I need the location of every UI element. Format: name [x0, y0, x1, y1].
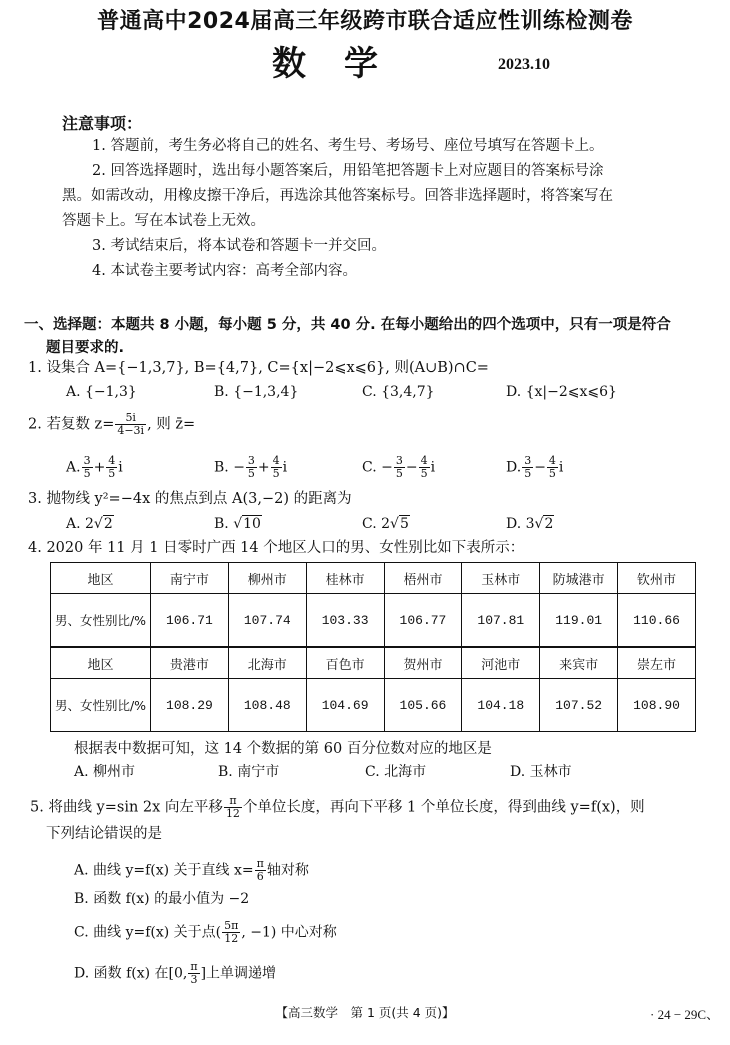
- option-text: A. 曲线 y=f(x) 关于直线 x=: [74, 862, 254, 879]
- table-cell: 105.66: [384, 679, 462, 732]
- question-5-option-a: [74, 858, 309, 883]
- table-cell: 北海市: [228, 647, 306, 679]
- question-4-option-d: D. 玉林市: [510, 764, 572, 780]
- subject-title: 数学: [272, 44, 416, 84]
- table-cell: 103.33: [306, 594, 384, 648]
- option-label: C. 2: [362, 516, 391, 532]
- question-2-option-c-label: C. −: [362, 459, 393, 476]
- table-cell: 河池市: [462, 647, 540, 679]
- question-2-option-b-label: B. −: [214, 459, 245, 476]
- question-1-option-d: D. {x|−2⩽x⩽6}: [506, 384, 617, 400]
- question-1-option-b: B. {−1,3,4}: [214, 384, 299, 400]
- question-2-fraction: [115, 412, 146, 437]
- paper-code: · 24 − 29C、: [650, 1007, 720, 1022]
- question-2-fraction-denominator: 4−3i: [117, 424, 145, 437]
- table-cell: 来宾市: [540, 647, 618, 679]
- notice-item-2-end: 答题卡上。写在本试卷上无效。: [62, 213, 265, 229]
- sign: +: [93, 459, 106, 476]
- notice-item-2-cont: 黑。如需改动，用橡皮擦干净后，再选涂其他答案标号。回答非选择题时，将答案写在: [62, 188, 613, 204]
- numerator: π: [256, 857, 264, 870]
- radical-sign: √: [534, 516, 544, 532]
- radical-sign: √: [390, 516, 399, 532]
- exam-title: 普通高中2024届高三年级跨市联合适应性训练检测卷: [97, 9, 633, 34]
- table-row: [51, 679, 696, 732]
- numerator: 4: [272, 454, 280, 467]
- radicand: 2: [103, 516, 113, 532]
- radical-sign: √: [233, 516, 243, 532]
- question-4-option-b: B. 南宁市: [218, 764, 280, 780]
- question-1-option-a: A. {−1,3}: [66, 384, 137, 400]
- notice-item-1: 1. 答题前，考生务必将自己的姓名、考生号、考场号、座位号填写在答题卡上。: [92, 138, 604, 154]
- question-1-stem: 1. 设集合 A={−1,3,7}, B={4,7}, C={x|−2⩽x⩽6}, 则(A∪B)∩C=: [28, 360, 489, 376]
- option-text: 轴对称: [266, 862, 309, 879]
- numerator: 3: [524, 454, 532, 467]
- table-cell: 108.48: [228, 679, 306, 732]
- table-cell: 107.52: [540, 679, 618, 732]
- question-5-option-d: [74, 961, 276, 986]
- question-2-option-b: [214, 455, 287, 480]
- question-2-option-d-label: D.: [506, 459, 522, 476]
- numerator: 4: [108, 454, 116, 467]
- table-cell: 钦州市: [618, 563, 696, 594]
- sign: +: [257, 459, 270, 476]
- stem-text: 个单位长度，再向下平移 1 个单位长度，得到曲线 y=f(x)，则: [242, 799, 645, 816]
- radical-sign: √: [93, 516, 103, 532]
- imaginary-unit: i: [430, 459, 436, 476]
- table-cell: 梧州市: [384, 563, 462, 594]
- denominator: 12: [224, 932, 239, 945]
- table-header-cell: 男、女性别比/%: [51, 594, 151, 648]
- fraction: [419, 455, 430, 480]
- table-cell: 107.74: [228, 594, 306, 648]
- question-4-stem: 4. 2020 年 11 月 1 日零时广西 14 个地区人口的男、女性别比如下表所示：: [28, 540, 525, 556]
- table-cell: 106.77: [384, 594, 462, 648]
- fraction: [224, 795, 242, 820]
- question-2-option-d: [506, 455, 563, 480]
- table-cell: 百色市: [306, 647, 384, 679]
- option-text: D. 函数 f(x) 在[0,: [74, 965, 188, 982]
- notice-item-2: 2. 回答选择题时，选出每小题答案后，用铅笔把答题卡上对应题目的答案标号涂: [92, 163, 604, 179]
- notice-item-3: 3. 考试结束后，将本试卷和答题卡一并交回。: [92, 238, 386, 254]
- question-2-option-a-label: A.: [66, 459, 81, 476]
- denominator: 5: [395, 467, 403, 480]
- option-label: B.: [214, 516, 229, 532]
- table-cell: 防城港市: [540, 563, 618, 594]
- fraction: [106, 455, 117, 480]
- question-4-option-c: C. 北海市: [365, 764, 427, 780]
- table-cell: 104.69: [306, 679, 384, 732]
- question-3-option-a: [66, 513, 114, 535]
- fraction: [222, 920, 240, 945]
- numerator: 3: [83, 454, 91, 467]
- option-text: ]上单调递增: [200, 965, 277, 982]
- question-1-option-c: C. {3,4,7}: [362, 384, 435, 400]
- numerator: π: [224, 795, 242, 808]
- denominator: 5: [247, 467, 255, 480]
- table-row: [51, 563, 696, 594]
- table-cell: 108.90: [618, 679, 696, 732]
- denominator: 12: [225, 807, 240, 820]
- denominator: 5: [272, 467, 280, 480]
- table-cell: 柳州市: [228, 563, 306, 594]
- imaginary-unit: i: [558, 459, 564, 476]
- imaginary-unit: i: [118, 459, 123, 476]
- fraction: [271, 455, 282, 480]
- option-text: C. 曲线 y=f(x) 关于点(: [74, 924, 222, 941]
- table-row: [51, 594, 696, 648]
- denominator: 3: [190, 973, 198, 986]
- table-header-cell: 地区: [51, 563, 151, 594]
- exam-date: 2023.10: [498, 56, 550, 73]
- table-cell: 110.66: [618, 594, 696, 648]
- sign: −: [405, 459, 418, 476]
- question-3-option-b: [214, 513, 262, 535]
- option-label: D. 3: [506, 516, 535, 532]
- question-3-stem: 3. 抛物线 y²=−4x 的焦点到点 A(3,−2) 的距离为: [28, 491, 352, 507]
- radicand: 10: [243, 516, 261, 532]
- stem-text: 5. 将曲线 y=sin 2x 向左平移: [30, 799, 223, 816]
- table-cell: 106.71: [151, 594, 229, 648]
- table-row: [51, 647, 696, 679]
- table-header-cell: 地区: [51, 647, 151, 679]
- numerator: 4: [548, 454, 556, 467]
- radicand: 5: [399, 516, 409, 532]
- table-cell: 107.81: [462, 594, 540, 648]
- radicand: 2: [544, 516, 554, 532]
- sign: −: [534, 459, 546, 476]
- question-5-stem-line2: 下列结论错误的是: [46, 826, 162, 842]
- table-cell: 南宁市: [151, 563, 229, 594]
- fraction: [394, 455, 405, 480]
- notice-item-4: 4. 本试卷主要考试内容：高考全部内容。: [92, 263, 357, 279]
- imaginary-unit: i: [282, 459, 288, 476]
- question-2-fraction-numerator: 5i: [115, 412, 146, 425]
- denominator: 5: [108, 467, 116, 480]
- fraction: [522, 455, 533, 480]
- question-3-option-d: [506, 513, 554, 535]
- denominator: 5: [420, 467, 428, 480]
- question-5-option-b: B. 函数 f(x) 的最小值为 −2: [74, 891, 250, 907]
- table-cell: 贵港市: [151, 647, 229, 679]
- question-2-option-a: [66, 455, 123, 480]
- fraction: [82, 455, 93, 480]
- fraction: [547, 455, 558, 480]
- question-2-stem: [28, 412, 195, 437]
- numerator: 5π: [224, 919, 239, 932]
- table-header-cell: 男、女性别比/%: [51, 679, 151, 732]
- numerator: π: [190, 960, 198, 973]
- option-label: A. 2: [66, 516, 94, 532]
- option-text: , −1) 中心对称: [241, 924, 337, 941]
- question-2-option-c: [362, 455, 435, 480]
- question-5-option-c: [74, 920, 337, 945]
- table-cell: 贺州市: [384, 647, 462, 679]
- denominator: 6: [256, 870, 264, 883]
- fraction: [188, 961, 199, 986]
- table-cell: 桂林市: [306, 563, 384, 594]
- numerator: 3: [395, 454, 403, 467]
- question-4-question: 根据表中数据可知，这 14 个数据的第 60 百分位数对应的地区是: [74, 741, 492, 757]
- table-cell: 119.01: [540, 594, 618, 648]
- table-cell: 崇左市: [618, 647, 696, 679]
- question-5-stem: [30, 795, 645, 820]
- table-cell: 玉林市: [462, 563, 540, 594]
- fraction: [246, 455, 257, 480]
- page-footer: 【高三数学 第 1 页(共 4 页)】: [275, 1005, 455, 1020]
- numerator: 3: [247, 454, 255, 467]
- sex-ratio-table: [50, 562, 696, 732]
- section-heading: 一、选择题：本题共 8 小题，每小题 5 分，共 40 分. 在每小题给出的四个选项中，只有一项是符合: [24, 317, 671, 333]
- question-3-option-c: [362, 513, 410, 535]
- table-cell: 104.18: [462, 679, 540, 732]
- question-2-stem-suffix: , 则 z̄=: [147, 416, 196, 433]
- notice-title: 注意事项：: [62, 114, 143, 133]
- question-4-option-a: A. 柳州市: [74, 764, 136, 780]
- denominator: 5: [548, 467, 556, 480]
- denominator: 5: [83, 467, 91, 480]
- question-2-stem-prefix: 2. 若复数 z=: [28, 416, 115, 433]
- numerator: 4: [420, 454, 428, 467]
- denominator: 5: [524, 467, 532, 480]
- section-heading-cont: 题目要求的.: [46, 340, 125, 356]
- fraction: [255, 858, 266, 883]
- table-cell: 108.29: [151, 679, 229, 732]
